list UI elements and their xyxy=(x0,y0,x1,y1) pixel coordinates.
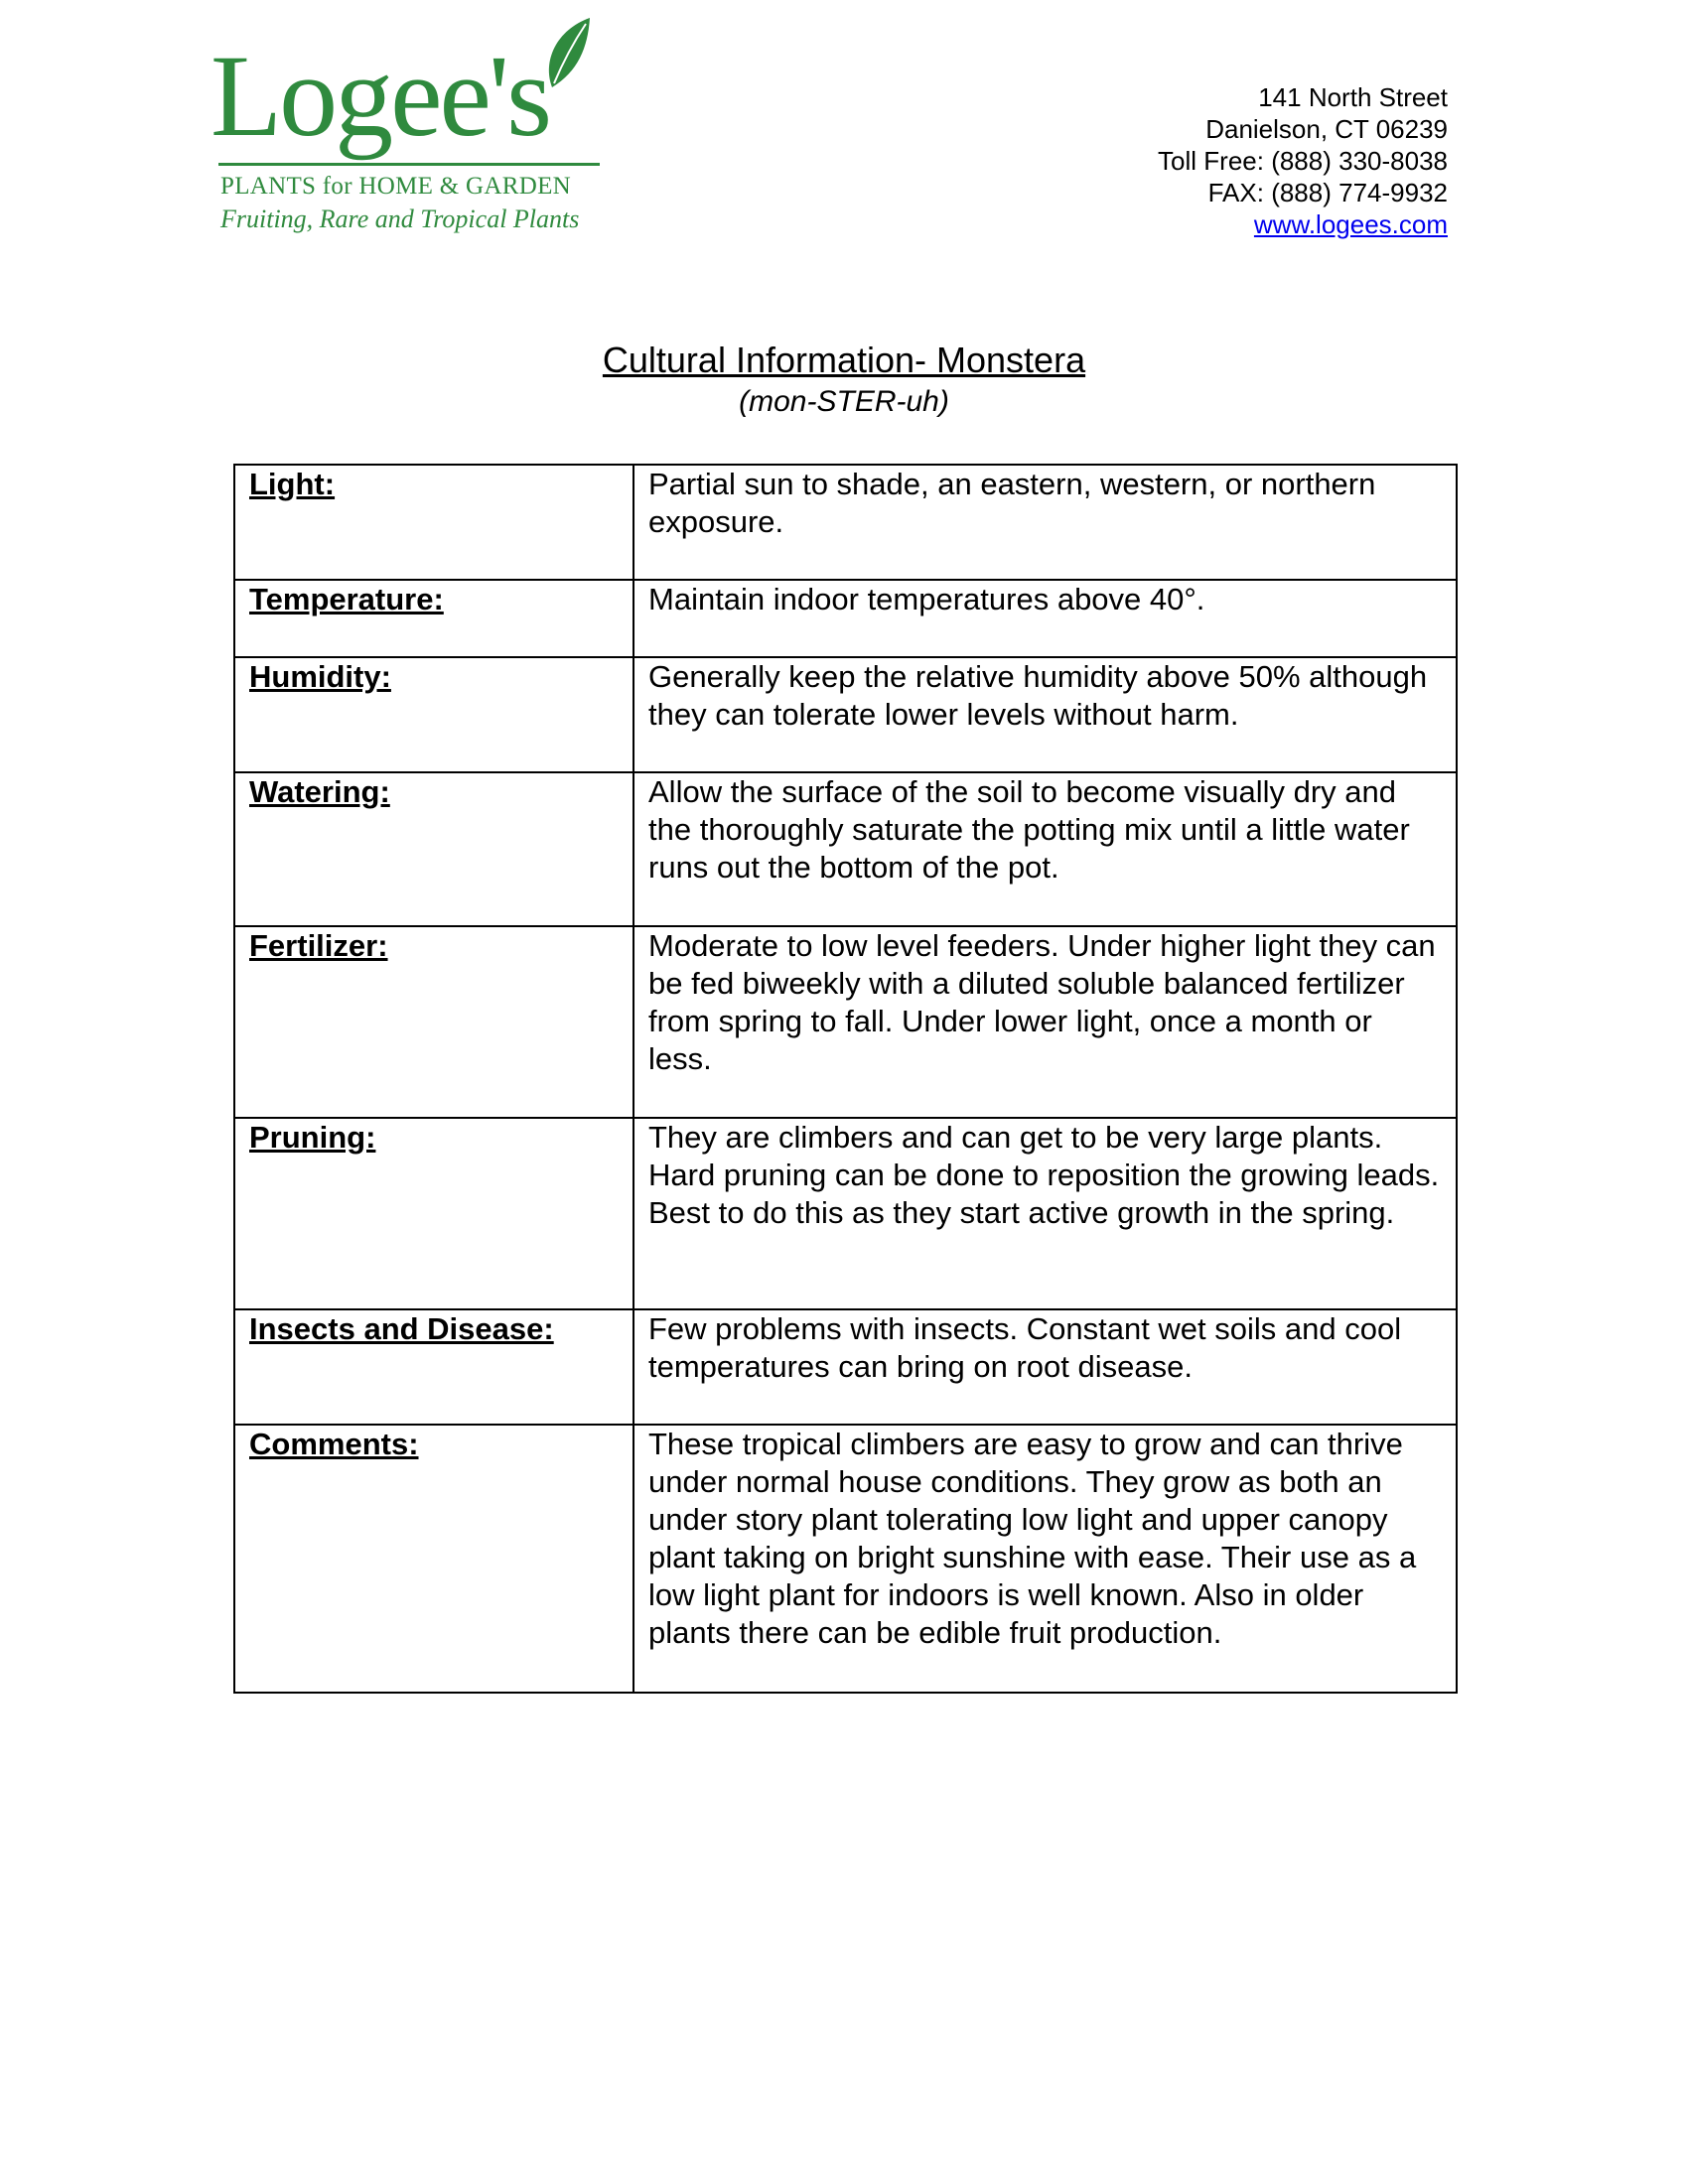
table-row xyxy=(234,580,1457,657)
page-title: Cultural Information- Monstera xyxy=(602,340,1086,380)
table-row xyxy=(234,657,1457,772)
row-label-light: Light: xyxy=(234,465,633,580)
row-label-watering: Watering: xyxy=(234,772,633,926)
website-link[interactable]: www.logees.com xyxy=(1253,209,1448,239)
contact-street: 141 North Street xyxy=(1258,82,1448,112)
table-row xyxy=(234,1425,1457,1693)
row-text-watering: Allow the surface of the soil to become visually dry and the thoroughly saturate the potting mix until a little water runs out the bottom of the pot. xyxy=(633,772,1457,926)
contact-fax: FAX: (888) 774-9932 xyxy=(1207,178,1448,207)
table-row xyxy=(234,772,1457,926)
table-row xyxy=(234,926,1457,1118)
pronunciation: (mon-STER-uh) xyxy=(739,385,949,418)
table-row xyxy=(234,1309,1457,1425)
row-label-comments: Comments: xyxy=(234,1425,633,1693)
row-label-pruning: Pruning: xyxy=(234,1118,633,1309)
row-text-light: Partial sun to shade, an eastern, western, or northern exposure. xyxy=(633,465,1457,580)
logo-divider xyxy=(218,163,600,166)
row-label-temperature: Temperature: xyxy=(234,580,633,657)
logees-logo xyxy=(211,14,608,242)
row-label-insects-and-disease: Insects and Disease: xyxy=(234,1309,633,1425)
row-label-humidity: Humidity: xyxy=(234,657,633,772)
leaf-icon xyxy=(538,14,598,93)
row-text-fertilizer: Moderate to low level feeders. Under higher light they can be fed biweekly with a diluted soluble balanced fertilizer from spring to fall. Under lower light, once a month or less. xyxy=(633,926,1457,1118)
row-text-temperature: Maintain indoor temperatures above 40°. xyxy=(633,580,1457,657)
table-row xyxy=(234,1118,1457,1309)
contact-block xyxy=(1158,81,1448,240)
logo-wordmark: Logee's xyxy=(211,31,550,161)
row-label-fertilizer: Fertilizer: xyxy=(234,926,633,1118)
contact-city: Danielson, CT 06239 xyxy=(1205,114,1448,144)
table-row xyxy=(234,465,1457,580)
contact-toll-free: Toll Free: (888) 330-8038 xyxy=(1158,146,1448,176)
row-text-insects-and-disease: Few problems with insects. Constant wet soils and cool temperatures can bring on root disease. xyxy=(633,1309,1457,1425)
cultural-info-table xyxy=(233,464,1458,1694)
logo-tagline: PLANTS for HOME & GARDEN xyxy=(220,173,572,200)
row-text-pruning: They are climbers and can get to be very large plants. Hard pruning can be done to reposition the growing leads. Best to do this as they start active growth in the spring. xyxy=(633,1118,1457,1309)
logo-subtitle: Fruiting, Rare and Tropical Plants xyxy=(220,205,580,233)
row-text-comments: These tropical climbers are easy to grow and can thrive under normal house conditions. They grow as both an under story plant tolerating low light and upper canopy plant taking on bright sunshine with ease. Their use as a low light plant for indoors is well known. Also in older plants there can be edible fruit production. xyxy=(633,1425,1457,1693)
row-text-humidity: Generally keep the relative humidity above 50% although they can tolerate lower levels without harm. xyxy=(633,657,1457,772)
